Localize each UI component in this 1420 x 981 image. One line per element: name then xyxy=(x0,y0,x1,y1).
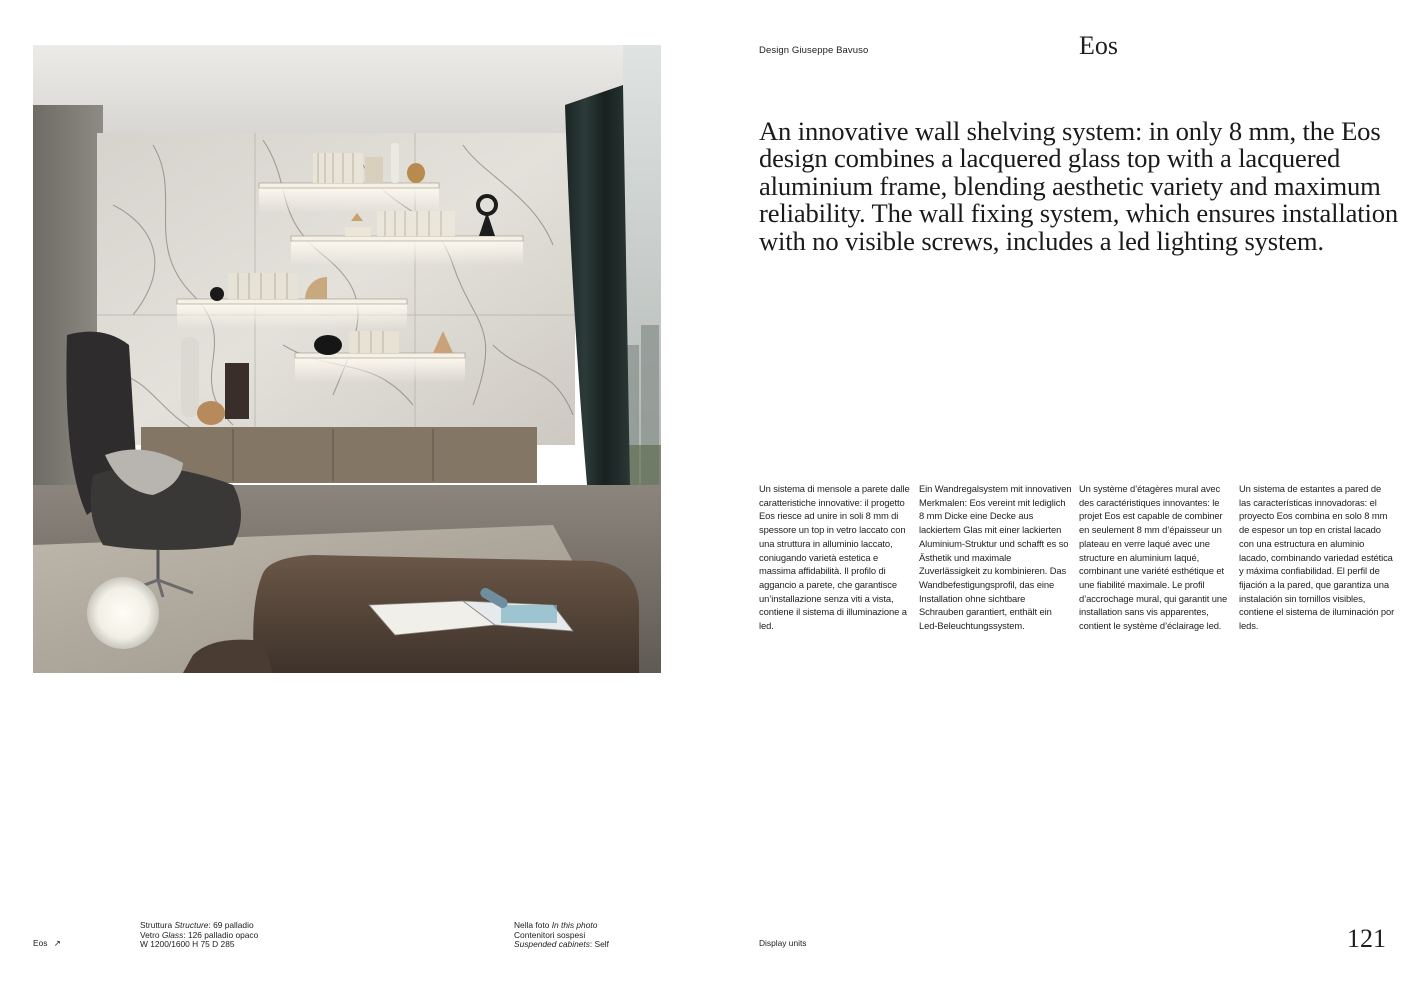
spec-glass: Vetro Glass: 126 palladio opaco xyxy=(140,929,259,940)
designer-credit: Design Giuseppe Bavuso xyxy=(759,45,869,56)
product-link-label: Eos xyxy=(33,938,48,948)
spec-dimensions: W 1200/1600 H 75 D 285 xyxy=(140,939,235,950)
lead-paragraph: An innovative wall shelving system: in only 8 mm, the Eos design combines a lacquered glass top with a lacquered aluminium frame, blending aesthetic variety and maximum reliability. The wall fixing system, which ensures installation with no visible screws, includes a led lighting system. xyxy=(759,116,1399,256)
interior-photo xyxy=(33,45,661,673)
page-number: 121 xyxy=(1347,924,1386,953)
product-title: Eos xyxy=(1079,31,1118,60)
product-link[interactable] xyxy=(33,939,61,949)
photo-caption xyxy=(514,921,609,950)
spec-structure: Struttura Structure: 69 palladio xyxy=(140,920,254,930)
photo-caption-label: Nella foto In this photo xyxy=(514,920,598,930)
description-german: Ein Wandregalsystem mit innovativen Merkmalen: Eos vereint mit lediglich 8 mm Dicke eine Decke aus lackiertem Glas mit einer lackierten Aluminium-Struktur und schafft es so Ästhetik und maximale Zuverlässigkeit zu kombinieren. Das Wandbefestigungsprofil, das eine Installation ohne sichtbare Schrauben garantiert, enthält ein Led-Beleuchtungssystem. xyxy=(919,483,1072,632)
photo-caption-item: Contenitori sospesi xyxy=(514,929,586,940)
external-arrow-icon: ↗ xyxy=(53,938,61,948)
description-italian: Un sistema di mensole a parete dalle caratteristiche innovative: il progetto Eos riesce ad unire in soli 8 mm di spessore un top in vetro laccato con una struttura in alluminio laccato, coniugando varietà estetica e massima affidabilità. Il profilo di aggancio a parete, che garantisce un’installazione senza viti a vista, contiene il sistema di illuminazione a led. xyxy=(759,483,910,632)
section-label: Display units xyxy=(759,938,807,948)
description-spanish: Un sistema de estantes a pared de las características innovadoras: el proyecto Eos combina en solo 8 mm de espesor un top en cristal lacado con una estructura en aluminio lacado, combinando variedad estética y máxima confiabilidad. El perfil de fijación a la pared, que garantiza una instalación sin tornillos visibles, contiene el sistema de iluminación por leds. xyxy=(1239,483,1395,632)
photo-caption-item-en: Suspended cabinets: Self xyxy=(514,939,609,950)
description-french: Un système d’étagères mural avec des caractéristiques innovantes: le projet Eos est capable de combiner en seulement 8 mm d’épaisseur un plateau en verre laqué avec une structure en aluminium laqué, combinant une variété esthétique et une fiabilité maximale. Le profil d’accrochage mural, qui garantit une installation sans vis apparentes, contient le système d’éclairage led. xyxy=(1079,483,1228,632)
finish-specs xyxy=(140,921,258,950)
